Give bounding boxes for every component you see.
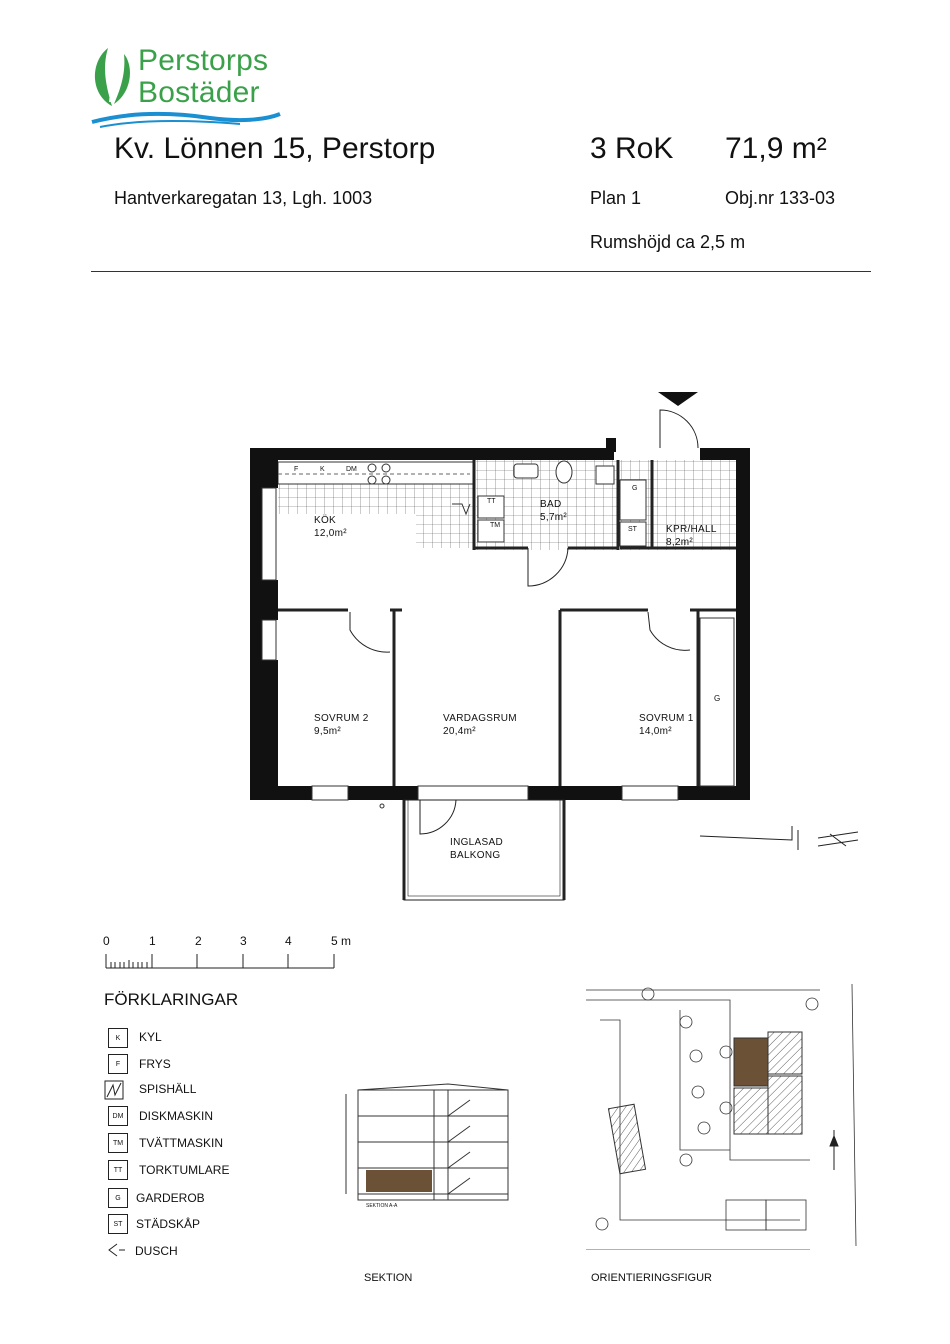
legend-code-tm: TM — [108, 1133, 128, 1153]
legend-label-st: STÄDSKÅP — [136, 1217, 201, 1231]
fixture-code-tm: TM — [490, 522, 501, 529]
entrance-arrow-icon — [658, 392, 698, 406]
property-title: Kv. Lönnen 15, Perstorp — [114, 132, 436, 165]
section-caption: SEKTION — [364, 1272, 413, 1284]
fixture-code-k: K — [320, 466, 325, 473]
shower-icon — [107, 1242, 127, 1258]
legend-label-k: KYL — [139, 1030, 162, 1044]
ceiling-height: Rumshöjd ca 2,5 m — [590, 232, 746, 252]
scale-tick-1: 1 — [149, 934, 156, 948]
scale-bar — [100, 950, 340, 974]
wave-icon — [90, 110, 290, 130]
legend-code-st: ST — [108, 1214, 128, 1234]
address: Hantverkaregatan 13, Lgh. 1003 — [114, 188, 373, 208]
north-arrow-icon — [700, 826, 858, 850]
header-divider — [91, 271, 871, 272]
legend-label-dm: DISKMASKIN — [139, 1109, 214, 1123]
legend-code-g: G — [108, 1188, 128, 1208]
stove-icon — [104, 1080, 124, 1100]
section-caption-small: SEKTION A-A — [366, 1203, 398, 1209]
fixture-code-tt: TT — [487, 498, 496, 505]
fixture-code-st: ST — [628, 526, 637, 533]
room-label-kok: KÖK 12,0m² — [314, 515, 347, 539]
room-label-hall: KPR/HALL 8,2m² — [666, 524, 717, 548]
logo-line1: Perstorps — [138, 44, 269, 77]
fixture-code-f: F — [294, 466, 299, 473]
fixture-code-g2: G — [714, 694, 721, 703]
logo — [88, 42, 288, 132]
map-north-icon — [830, 1130, 838, 1170]
legend-label-spishall: SPISHÄLL — [139, 1082, 197, 1096]
room-label-sovrum1: SOVRUM 1 14,0m² — [639, 713, 694, 737]
orientation-caption: ORIENTIERINGSFIGUR — [591, 1272, 713, 1284]
legend-label-g: GARDEROB — [136, 1191, 205, 1205]
orientation-map — [580, 980, 870, 1250]
legend-label-f: FRYS — [139, 1057, 171, 1071]
legend-label-tm: TVÄTTMASKIN — [139, 1136, 224, 1150]
scale-tick-0: 0 — [103, 934, 110, 948]
plan-level: Plan 1 — [590, 188, 642, 208]
legend-code-tt: TT — [108, 1160, 128, 1180]
room-label-sovrum2: SOVRUM 2 9,5m² — [314, 713, 369, 737]
legend-code-dm: DM — [108, 1106, 128, 1126]
room-label-bad: BAD 5,7m² — [540, 499, 568, 523]
logo-line2: Bostäder — [138, 76, 260, 109]
section-drawing — [338, 1080, 518, 1210]
legend-code-f: F — [108, 1054, 128, 1074]
room-label-balkong: INGLASAD BALKONG — [450, 837, 503, 861]
object-number: Obj.nr 133-03 — [725, 188, 836, 208]
scale-tick-4: 4 — [285, 934, 292, 948]
scale-tick-5: 5 m — [331, 934, 352, 948]
legend-title: FÖRKLARINGAR — [104, 990, 239, 1009]
fixture-code-dm: DM — [346, 466, 357, 473]
fixture-code-g1: G — [632, 485, 638, 492]
legend-code-k: K — [108, 1028, 128, 1048]
legend-label-dusch: DUSCH — [135, 1244, 178, 1258]
apartment-area: 71,9 m² — [725, 132, 827, 165]
legend-label-tt: TORKTUMLARE — [139, 1163, 230, 1177]
scale-tick-3: 3 — [240, 934, 247, 948]
scale-tick-2: 2 — [195, 934, 202, 948]
room-label-vardagsrum: VARDAGSRUM 20,4m² — [443, 713, 517, 737]
room-count: 3 RoK — [590, 132, 674, 165]
leaf-icon — [88, 44, 136, 114]
